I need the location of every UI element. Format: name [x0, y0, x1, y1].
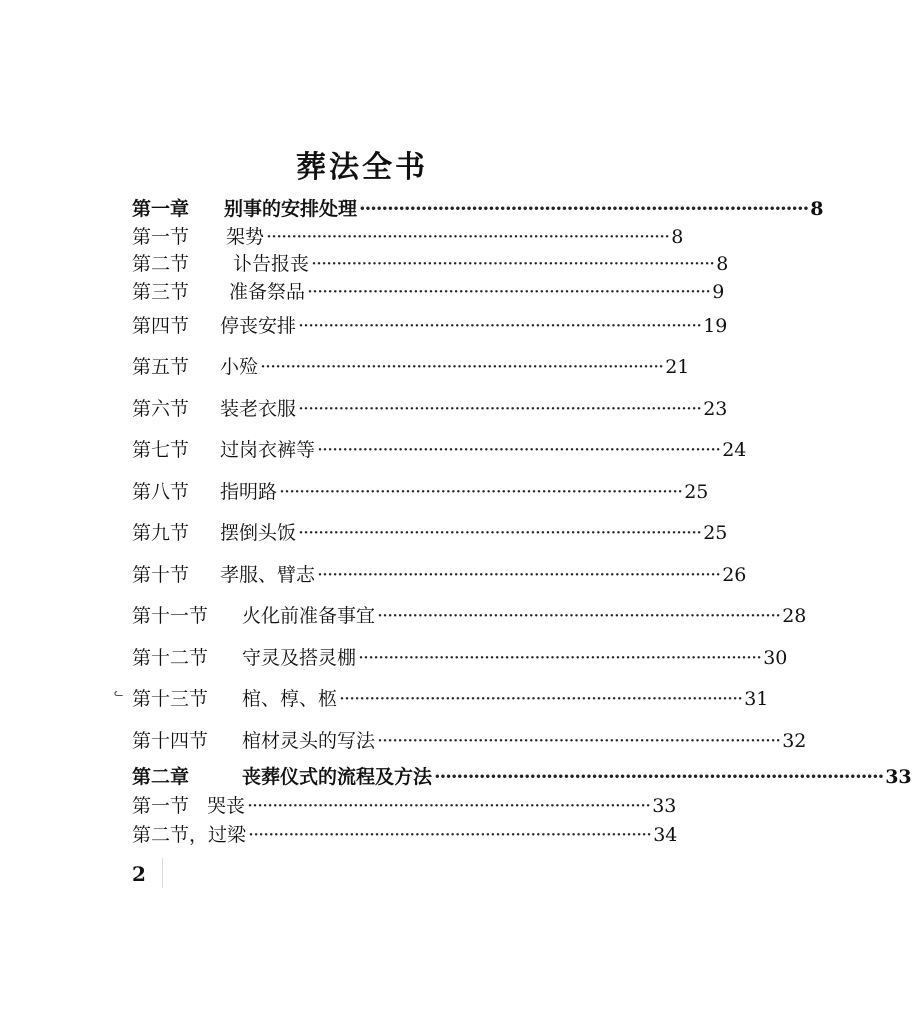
toc-title: 别事的安排处理	[224, 198, 358, 220]
dot-leader: ················································································	[434, 766, 884, 788]
toc-label: 第八节	[132, 481, 190, 503]
toc-label: 第十一节	[132, 605, 209, 627]
toc-title: 棺、椁、柩	[242, 688, 338, 710]
dot-leader: ················································································	[377, 730, 781, 752]
toc-section-row	[132, 521, 728, 545]
toc-title: 摆倒头饭	[220, 522, 297, 544]
toc-label: 第二章	[132, 766, 190, 788]
toc-page-number: 21	[665, 356, 690, 378]
dot-leader: ················································································	[307, 281, 711, 303]
toc-title: 孝服、臂志	[220, 564, 316, 586]
toc-label: 第三节	[132, 281, 190, 303]
toc-title: 过梁	[208, 824, 247, 846]
toc-section-row	[132, 438, 747, 462]
toc-page-number: 23	[703, 398, 728, 420]
toc-section-row	[132, 604, 807, 628]
dot-leader: ················································································	[377, 605, 781, 627]
toc-section-row	[132, 563, 747, 587]
dot-leader: ················································································	[247, 795, 651, 817]
toc-label: 第五节	[132, 356, 190, 378]
toc-section-row	[132, 280, 725, 304]
toc-label: 第一节	[132, 795, 190, 817]
dot-leader: ················································································	[359, 198, 809, 220]
toc-section-row	[132, 314, 728, 338]
toc-page-number: 34	[653, 824, 678, 846]
toc-chapter-row	[132, 197, 824, 221]
toc-title: 架势	[226, 226, 265, 248]
toc-page-number: 31	[744, 688, 769, 710]
dot-leader: ················································································	[339, 688, 743, 710]
dot-leader: ················································································	[311, 253, 715, 275]
toc-page-number: 33	[652, 795, 677, 817]
toc-section-row	[132, 687, 769, 711]
toc-section-row	[132, 480, 709, 504]
dot-leader: ················································································	[298, 522, 702, 544]
toc-page-number: 28	[782, 605, 807, 627]
dot-leader: ················································································	[248, 824, 652, 846]
toc-label: 第一节	[132, 226, 190, 248]
toc-title: 丧葬仪式的流程及方法	[242, 766, 433, 788]
toc-label: 第十节	[132, 564, 190, 586]
dot-leader: ················································································	[358, 647, 762, 669]
dot-leader: ················································································	[317, 439, 721, 461]
toc-title: 哭丧	[207, 795, 246, 817]
toc-page-number: 8	[810, 198, 824, 220]
toc-title: 小殓	[220, 356, 259, 378]
toc-label: 第九节	[132, 522, 190, 544]
toc-page-number: 26	[722, 564, 747, 586]
toc-title: 棺材灵头的写法	[242, 730, 376, 752]
toc-page-number: 19	[703, 315, 728, 337]
dot-leader: ················································································	[298, 398, 702, 420]
toc-title: 守灵及搭灵棚	[242, 647, 357, 669]
toc-title: 装老衣服	[220, 398, 297, 420]
toc-label: 第六节	[132, 398, 190, 420]
toc-title: 讣告报丧	[233, 253, 310, 275]
page-title: 葬法全书	[296, 150, 428, 185]
toc-label: 第四节	[132, 315, 190, 337]
dot-leader: ················································································	[266, 226, 670, 248]
toc-section-row	[132, 823, 678, 847]
toc-title: 过岗衣裤等	[220, 439, 316, 461]
toc-page-number: 30	[763, 647, 788, 669]
toc-page-number: 9	[712, 281, 725, 303]
footer-rule	[162, 858, 163, 888]
toc-section-row	[132, 794, 677, 818]
toc-page-number: 25	[703, 522, 728, 544]
toc-title: 指明路	[220, 481, 278, 503]
toc-section-row	[132, 646, 788, 670]
toc-label: 第十四节	[132, 730, 209, 752]
toc-section-row	[132, 355, 690, 379]
toc-page-number: 33	[885, 766, 912, 788]
dot-leader: ················································································	[298, 315, 702, 337]
dot-leader: ················································································	[260, 356, 664, 378]
toc-chapter-row	[132, 765, 912, 789]
toc-section-row	[132, 225, 684, 249]
toc-label: 第一章	[132, 198, 190, 220]
toc-section-row	[132, 729, 807, 753]
toc-label: 第十二节	[132, 647, 209, 669]
toc-page-number: 25	[684, 481, 709, 503]
toc-page-number: 8	[671, 226, 684, 248]
dot-leader: ················································································	[279, 481, 683, 503]
toc-title: 停丧安排	[220, 315, 297, 337]
toc-label: 第二节，	[132, 824, 209, 846]
toc-page-number: 32	[782, 730, 807, 752]
footer-page-number: 2	[132, 862, 146, 886]
toc-label: 第二节	[132, 253, 190, 275]
dot-leader: ················································································	[317, 564, 721, 586]
toc-label: 第十三节	[132, 688, 209, 710]
toc-page-number: 8	[716, 253, 729, 275]
margin-mark: ᓚ	[114, 686, 124, 699]
toc-label: 第七节	[132, 439, 190, 461]
toc-page-number: 24	[722, 439, 747, 461]
toc-section-row	[132, 252, 729, 276]
toc-title: 火化前准备事宜	[242, 605, 376, 627]
toc-title: 准备祭品	[229, 281, 306, 303]
toc-section-row	[132, 397, 728, 421]
